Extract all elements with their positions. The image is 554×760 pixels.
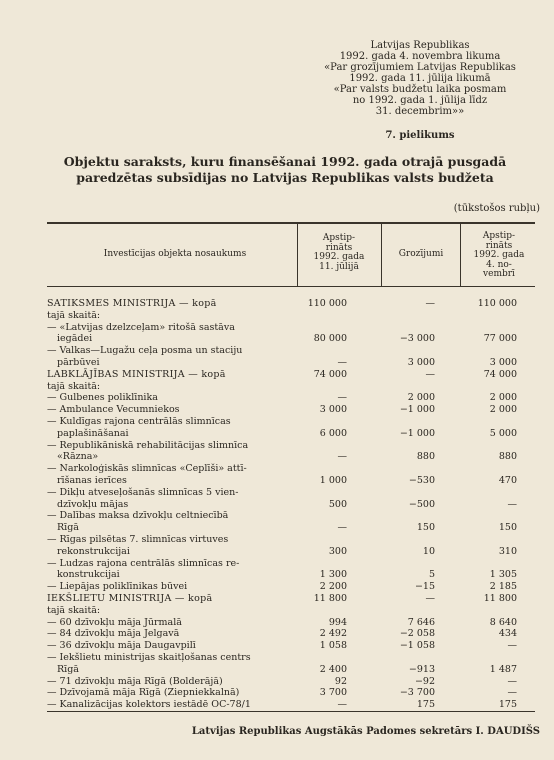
row-label: pārbūvei [57,357,100,368]
row-label: SATIKSMES MINISTRIJA — kopā [47,298,217,309]
table-category-row [47,369,527,381]
value-approved-jul: 1 000 [319,475,347,486]
header-note-line: «Par valsts budžetu laika posmam [333,84,507,95]
table-row [47,428,527,440]
value-approved-nov: 74 000 [483,368,517,380]
value-approved-jul: 500 [328,498,347,510]
value-approved-jul: 92 [334,675,347,687]
table-row [47,640,527,652]
value-approved-jul: — [337,699,347,711]
column-divider [381,223,382,286]
row-label: paplašināšanai [57,427,129,439]
value-changes: 7 646 [407,616,435,628]
table-row [47,463,527,475]
value-approved-nov: 110 000 [477,298,517,309]
row-label: — Dikļu atveseļošanās slimnīcas 5 vien- [47,486,239,498]
row-label: — 36 dzīvokļu māja Daugavpilī [47,640,196,652]
table-row [47,676,527,688]
column-header-approved-nov: Apstip- rināts 1992. gada 4. no- vembrī [473,231,525,279]
row-label: — Rīgas pilsētas 7. slimnīcas virtuves [47,534,229,545]
value-changes: 880 [416,451,435,463]
value-changes: −3 000 [399,333,435,345]
value-approved-nov: 175 [498,699,517,711]
value-changes: −2 058 [399,628,435,640]
table-row [47,322,527,334]
table-row [47,487,527,499]
header-note-line: no 1992. gada 1. jūlija līdz [352,95,488,106]
header-note-line: 1992. gada 4. novembra likuma [339,51,501,62]
table-row [47,546,527,558]
table-row [47,628,527,640]
value-approved-nov: 77 000 [483,333,517,345]
row-label: «Rāzna» [57,451,99,463]
row-label: — Gulbenes poliklīnika [47,392,158,404]
value-changes: 10 [422,545,435,557]
title-line: Objektu saraksts, kuru finansēšanai 1992. gada otrajā pusgadā [63,154,507,169]
row-label: — «Latvijas dzelzceļam» ritošā sastāva [47,321,235,333]
table-row [47,510,527,522]
value-approved-nov: — [507,675,517,687]
table-row [47,522,527,534]
value-changes: −1 000 [399,427,435,439]
table-top-rule [47,222,535,224]
row-label: dzīvokļu mājas [57,498,129,510]
row-label: rekonstrukcijai [57,545,130,557]
value-approved-jul: 80 000 [313,333,347,345]
header-note [300,40,540,117]
row-label: — 71 dzīvokļu māja Rīgā (Bolderājā) [47,675,223,687]
row-label: — Narkoloģiskās slimnīcas «Ceplīši» attī- [47,463,247,475]
value-approved-jul: 2 492 [319,628,347,640]
value-changes: 3 000 [407,357,435,368]
row-label: tajā skaitā: [47,380,101,392]
table-bottom-rule [47,711,535,712]
value-approved-nov: 3 000 [489,357,517,368]
value-changes: 5 [428,569,435,581]
row-label: IEKŠLIETU MINISTRIJA — kopā [47,593,213,604]
row-label: — Kuldīgas rajona centrālās slimnīcas [47,416,231,427]
value-changes: −15 [414,581,435,593]
table-row [47,440,527,452]
value-changes: −1 000 [399,404,435,416]
row-label: — Ludzas rajona centrālās slimnīcas re- [47,557,240,569]
value-approved-jul: 3 700 [319,687,347,699]
header-note-line: «Par grozījumiem Latvijas Republikas [324,62,516,73]
footer-signature: Latvijas Republikas Augstākās Padomes sekretārs I. DAUDIŠS [191,726,540,737]
table-header-rule [47,286,535,287]
table-row [47,652,527,664]
row-label: — 60 dzīvokļu māja Jūrmalā [47,616,182,628]
row-label: iegādei [57,333,93,345]
value-approved-jul: — [337,357,347,368]
value-approved-nov: 310 [498,545,517,557]
value-approved-nov: 1 305 [489,569,517,581]
row-label: — Dalības maksa dzīvokļu celtniecībā [47,510,229,522]
header-note-line: Latvijas Republikas [370,40,470,51]
value-changes: — [425,298,435,309]
table-row [47,569,527,581]
value-approved-nov: 150 [498,522,517,534]
table-row [47,581,527,593]
value-approved-nov: — [507,640,517,652]
value-changes: −913 [408,663,435,675]
table-row [47,617,527,629]
value-approved-jul: 994 [328,616,347,628]
value-changes: −1 058 [399,640,435,652]
table-row [47,534,527,546]
value-approved-nov: 5 000 [489,427,517,439]
value-approved-jul: — [337,451,347,463]
value-approved-jul: — [337,392,347,404]
title-line: paredzētas subsīdijas no Latvijas Republikas valsts budžeta [76,170,494,185]
table-row [47,381,527,393]
header-note-line: 31. decembrim»» [375,106,465,117]
value-approved-jul: 1 058 [319,640,347,652]
appendix-label: 7. pielikums [385,130,455,141]
value-changes: −3 700 [399,687,435,699]
table-row [47,345,527,357]
value-approved-jul: 11 800 [313,593,347,604]
table-row [47,605,527,617]
row-label: Rīgā [57,522,79,534]
value-changes: — [425,368,435,380]
column-divider [297,223,298,286]
row-label: — Kanalizācijas kolektors iestādē OC-78/1 [47,699,251,711]
document-title [40,154,530,186]
row-label: — Republikāniskā rehabilitācijas slimnīca [47,439,249,451]
value-approved-nov: 2 185 [489,581,517,593]
column-header-name: Investīcijas objekta nosaukums [103,249,247,259]
value-approved-nov: 2 000 [489,404,517,416]
value-approved-nov: 880 [498,451,517,463]
table-row [47,392,527,404]
row-label: — Dzīvojamā māja Rīgā (Ziepniekkalnā) [47,687,240,699]
value-changes: −92 [414,675,435,687]
row-label: — Iekšlietu ministrijas skaitļošanas centrs [47,652,251,663]
table-row [47,416,527,428]
value-approved-nov: 2 000 [489,392,517,404]
value-approved-nov: 470 [498,475,517,486]
table-row [47,333,527,345]
value-approved-nov: — [507,687,517,699]
row-label: rīšanas ierīces [57,475,127,486]
row-label: LABKLĀJĪBAS MINISTRIJA — kopā [47,368,226,380]
value-approved-nov: — [507,498,517,510]
table-category-row [47,298,527,310]
value-approved-jul: 6 000 [319,427,347,439]
table-row [47,357,527,369]
row-label: — Liepājas poliklīnikas būvei [47,581,188,593]
table-row [47,699,527,711]
table-row [47,310,527,322]
row-label: Rīgā [57,663,79,675]
unit-label: (tūkstošos rubļu) [453,203,540,214]
column-header-approved-jul: Apstip- rināts 1992. gada 11. jūlijā [313,233,365,272]
value-changes: 175 [416,699,435,711]
value-approved-nov: 11 800 [483,593,517,604]
table-row [47,558,527,570]
value-approved-nov: 434 [498,628,517,640]
column-divider [460,223,461,286]
value-changes: 150 [416,522,435,534]
value-approved-jul: — [337,522,347,534]
table-row [47,499,527,511]
value-approved-jul: 2 400 [319,663,347,675]
value-changes: −530 [408,475,435,486]
value-approved-jul: 2 200 [319,581,347,593]
value-approved-jul: 110 000 [307,298,347,309]
value-changes: — [425,593,435,604]
value-changes: 2 000 [407,392,435,404]
table-category-row [47,593,527,605]
value-approved-jul: 74 000 [313,368,347,380]
value-changes: −500 [408,498,435,510]
value-approved-nov: 1 487 [489,663,517,675]
row-label: tajā skaitā: [47,604,101,616]
row-label: tajā skaitā: [47,309,101,321]
table-row [47,451,527,463]
table-row [47,404,527,416]
table-row [47,687,527,699]
row-label: — 84 dzīvokļu māja Jelgavā [47,628,180,640]
header-note-line: 1992. gada 11. jūlija likumā [349,73,491,84]
value-approved-jul: 300 [328,545,347,557]
column-header-changes: Grozījumi [398,249,444,259]
value-approved-nov: 8 640 [489,616,517,628]
table-row [47,475,527,487]
value-approved-jul: 3 000 [319,404,347,416]
row-label: — Valkas—Lugažu ceļa posma un staciju [47,345,243,357]
value-approved-jul: 1 300 [319,569,347,581]
table-row [47,664,527,676]
row-label: konstrukcijai [57,569,120,581]
row-label: — Ambulance Vecumniekos [47,404,180,416]
